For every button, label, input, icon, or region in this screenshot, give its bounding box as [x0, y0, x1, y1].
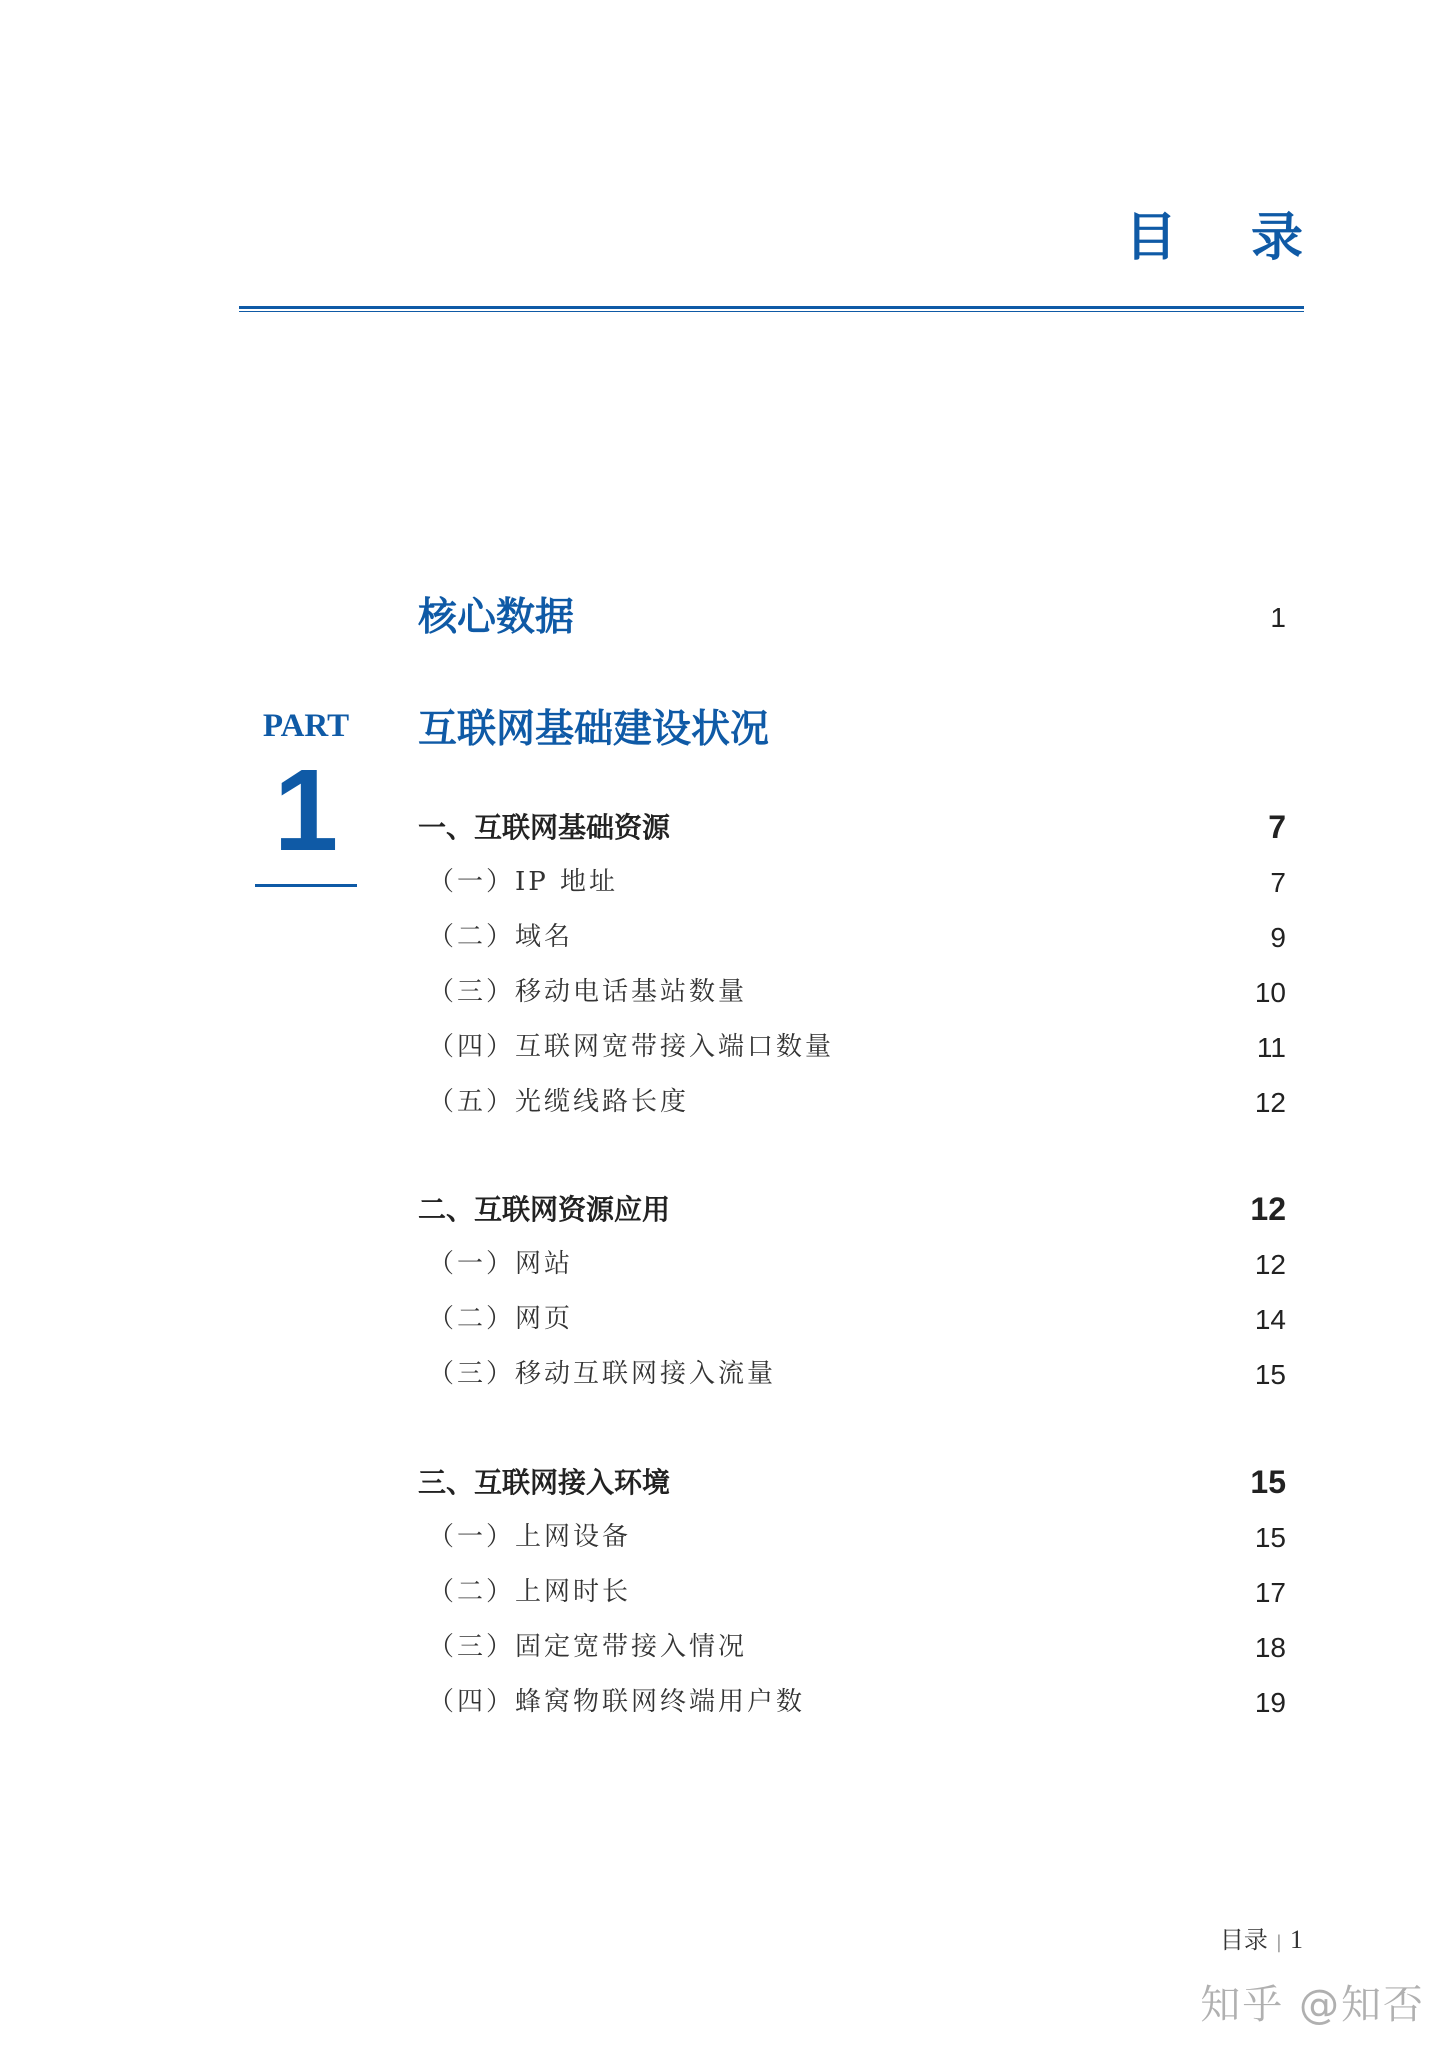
toc-subsection-title: （一）IP 地址: [428, 867, 619, 897]
part-label: PART: [262, 708, 350, 744]
toc-subsection-title: （二）网页: [428, 1304, 574, 1334]
toc-section-entry[interactable]: [418, 1455, 1286, 1510]
toc-section: [418, 800, 1286, 1130]
toc-section-entry[interactable]: [418, 800, 1286, 855]
toc-subsection-entry[interactable]: [418, 1237, 1286, 1292]
toc-subsection-page-number: 19: [1254, 1687, 1286, 1718]
toc-subsection-page-number: 15: [1254, 1359, 1286, 1390]
page-footer: [1220, 1922, 1303, 1961]
part-marker: [255, 706, 357, 875]
toc-subsection-entry[interactable]: [418, 1565, 1286, 1620]
toc-subsection-title: （一）上网设备: [428, 1522, 632, 1552]
toc-section-page-number: 12: [1250, 1191, 1286, 1227]
title-divider-thin: [239, 311, 1304, 312]
toc-subsection-page-number: 17: [1254, 1577, 1286, 1608]
toc-subsection-entry[interactable]: [418, 855, 1286, 910]
toc-subsection-title: （四）互联网宽带接入端口数量: [428, 1032, 835, 1062]
toc-subsection-entry[interactable]: [418, 1020, 1286, 1075]
toc-subsection-page-number: 10: [1254, 977, 1286, 1008]
footer-label: 目录: [1219, 1926, 1268, 1954]
toc-subsection-title: （四）蜂窝物联网终端用户数: [428, 1687, 806, 1717]
toc-subsection-entry[interactable]: [418, 1510, 1286, 1565]
toc-subsection-page-number: 11: [1256, 1032, 1286, 1063]
part-divider: [255, 884, 357, 887]
title-divider: [239, 306, 1304, 309]
toc-subsection-title: （一）网站: [428, 1249, 574, 1279]
toc-subsection-title: （二）域名: [428, 922, 574, 952]
toc-subsection-page-number: 9: [1270, 922, 1286, 953]
toc-subsection-entry[interactable]: [418, 1292, 1286, 1347]
part-number: 1: [273, 745, 339, 875]
page-title: 目 录: [1124, 208, 1331, 268]
toc-subsection-page-number: 18: [1254, 1632, 1286, 1663]
toc-section-page-number: 7: [1268, 809, 1286, 845]
watermark: 知乎 @知否: [1200, 1982, 1425, 2028]
toc-subsection-title: （三）移动互联网接入流量: [428, 1359, 777, 1389]
toc-subsection-title: （三）移动电话基站数量: [428, 977, 748, 1007]
toc-section-title: 二、互联网资源应用: [418, 1193, 671, 1226]
part-title: 互联网基础建设状况: [418, 707, 770, 752]
toc-subsection-entry[interactable]: [418, 910, 1286, 965]
toc-section: [418, 1455, 1286, 1730]
toc-core-page-number: 1: [1270, 602, 1286, 633]
toc-entry-core-data[interactable]: [418, 590, 1286, 646]
toc-section-title: 三、互联网接入环境: [418, 1466, 671, 1499]
toc-subsection-entry[interactable]: [418, 1075, 1286, 1130]
toc-subsection-page-number: 14: [1254, 1304, 1286, 1335]
toc-subsection-title: （三）固定宽带接入情况: [428, 1632, 748, 1662]
toc-subsection-entry[interactable]: [418, 1347, 1286, 1402]
toc-core-title: 核心数据: [418, 595, 575, 640]
footer-separator: |: [1275, 1932, 1282, 1953]
footer-page-number: 1: [1290, 1925, 1303, 1954]
toc-subsection-entry[interactable]: [418, 965, 1286, 1020]
toc-section-page-number: 15: [1250, 1464, 1286, 1500]
toc-section: [418, 1182, 1286, 1402]
toc-subsection-entry[interactable]: [418, 1675, 1286, 1730]
toc-subsection-page-number: 7: [1270, 867, 1286, 898]
toc-subsection-page-number: 12: [1254, 1249, 1286, 1280]
toc-section-title: 一、互联网基础资源: [418, 811, 671, 844]
toc-subsection-page-number: 15: [1254, 1522, 1286, 1553]
toc-subsection-page-number: 12: [1254, 1087, 1286, 1118]
toc-subsection-entry[interactable]: [418, 1620, 1286, 1675]
toc-subsection-title: （二）上网时长: [428, 1577, 632, 1607]
toc-subsection-title: （五）光缆线路长度: [428, 1087, 690, 1117]
toc-section-entry[interactable]: [418, 1182, 1286, 1237]
